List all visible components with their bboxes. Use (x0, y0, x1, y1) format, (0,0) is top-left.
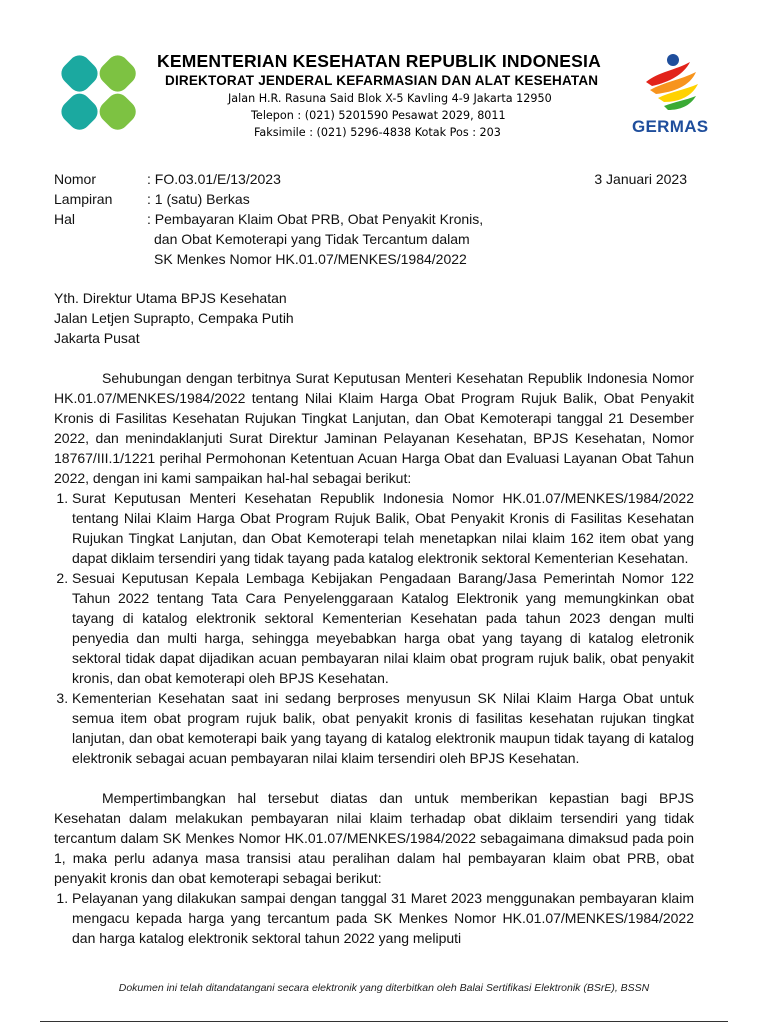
body-paragraph: Sehubungan dengan terbitnya Surat Keputusan Menteri Kesehatan Republik Indonesia Nomor HK.01.07/MENKES/1984/2022 tentang Nilai Klaim Harga Obat Program Rujuk Balik, Obat Penyakit Kronis di Fasilitas Kesehatan Rujukan Tingkat Lanjutan, dan Obat Kemoterapi tanggal 21 Desember 2022, dan menindaklanjuti Surat Direktur Jaminan Pelayanan Kesehatan, BPJS Kesehatan, Nomor 18767/III.1/1221 perihal Permohonan Ketentuan Acuan Harga Obat dan Evaluasi Layanan Obat Tahun 2022, dengan ini kami sampaikan hal-hal sebagai berikut: (54, 370, 694, 486)
body-paragraph: Mempertimbangkan hal tersebut diatas dan untuk memberikan kepastian bagi BPJS Kesehatan dalam melakukan pembayaran nilai klaim terhadap obat diklaim tersendiri yang tidak tercantum dalam SK Menkes Nomor HK.01.07/MENKES/1984/2022 sebagaimana dimaksud pada poin 1, maka perlu adanya masa transisi atau peralihan dalam hal pembayaran klaim obat PRB, obat penyakit kronis dan obat kemoterapi sebagai berikut: (54, 790, 694, 886)
nomor-value: : FO.03.01/E/13/2023 (147, 171, 281, 187)
germas-label: GERMAS (632, 117, 709, 136)
lampiran-value: : 1 (satu) Berkas (147, 191, 250, 207)
e-signature-note: Dokumen ini telah ditandatangani secara elektronik yang diterbitkan oleh Balai Sertifikasi Elektronik (BSrE), BSSN (118, 982, 650, 994)
office-telephone: Telepon : (021) 5201590 Pesawat 2029, 8011 (251, 109, 506, 122)
nomor-label: Nomor (54, 171, 97, 187)
list-item-text: 2. Sesuai Keputusan Kepala Lembaga Kebijakan Pengadaan Barang/Jasa Pemerintah Nomor 122 Tahun 2022 tentang Tata Cara Penyelenggaraan Katalog Elektronik yang memungkinkan obat tayang di katalog elektronik sektoral Kementerian Kesehatan pada tahun 2023 dengan multi penyedia dan multi harga, sehingga meyebabkan harga obat yang tayang di katalog eletronik sektoral tidak dapat dijadikan acuan pembayaran nilai klaim obat program rujuk balik, obat penyakit kronis, dan obat kemoterapi oleh BPJS Kesehatan. (72, 570, 694, 686)
letter-date: 3 Januari 2023 (594, 171, 687, 187)
recipient-line: Jakarta Pusat (54, 330, 140, 346)
letter-body (54, 368, 694, 948)
numbered-list (54, 888, 694, 948)
office-address: Jalan H.R. Rasuna Said Blok X-5 Kavling 4-9 Jakarta 12950 (228, 92, 552, 105)
hal-line-1: : Pembayaran Klaim Obat PRB, Obat Penyakit Kronis, (147, 211, 484, 227)
ministry-name: KEMENTERIAN KESEHATAN REPUBLIK INDONESIA (157, 51, 601, 71)
list-item (72, 688, 694, 768)
hal-line-2: dan Obat Kemoterapi yang Tidak Tercantum dalam (154, 231, 470, 247)
footer-divider (40, 1021, 728, 1022)
recipient-line: Yth. Direktur Utama BPJS Kesehatan (54, 290, 287, 306)
directorate-name: DIREKTORAT JENDERAL KEFARMASIAN DAN ALAT KESEHATAN (165, 73, 599, 88)
list-item-text: 3. Kementerian Kesehatan saat ini sedang berproses menyusun SK Nilai Klaim Harga Obat untuk semua item obat program rujuk balik, obat penyakit kronis di fasilitas kesehatan rujukan tingkat lanjutan, dan obat kemoterapi baik yang tayang di katalog elektronik maupun tidak tayang di katalog elektronik sebagai acuan pembayaran nilai klaim tersendiri oleh BPJS Kesehatan. (72, 690, 694, 766)
meta-hal-cont (54, 229, 714, 249)
office-fax: Faksimile : (021) 5296-4838 Kotak Pos : 203 (254, 126, 501, 139)
list-item (72, 888, 694, 948)
hal-line-3: SK Menkes Nomor HK.01.07/MENKES/1984/2022 (154, 251, 467, 267)
letterhead-text (157, 50, 637, 141)
meta-hal-cont (54, 249, 714, 269)
recipient-block (54, 288, 294, 348)
hal-label: Hal (54, 211, 76, 227)
list-item (72, 568, 694, 688)
numbered-list (54, 488, 694, 768)
recipient-line: Jalan Letjen Suprapto, Cempaka Putih (54, 310, 294, 326)
lampiran-label: Lampiran (54, 191, 113, 207)
kemenkes-logo-icon (52, 48, 148, 140)
list-item-text: 1. Pelayanan yang dilakukan sampai dengan tanggal 31 Maret 2023 menggunakan pembayaran klaim mengacu kepada harga yang tercantum pada SK Menkes Nomor HK.01.07/MENKES/1984/2022 dan harga katalog elektronik sektoral tahun 2022 yang meliputi (72, 890, 694, 946)
meta-lampiran (54, 189, 714, 209)
list-item (72, 488, 694, 568)
meta-hal (54, 209, 714, 229)
list-item-text: 1. Surat Keputusan Menteri Kesehatan Republik Indonesia Nomor HK.01.07/MENKES/1984/2022 tentang Nilai Klaim Harga Obat Program Rujuk Balik, Obat Penyakit Kronis di Fasilitas Kesehatan Rujukan Tingkat Lanjutan, dan Obat Kemoterapi telah menetapkan nilai klaim 162 item obat yang dapat diklaim tersendiri yang tidak tayang pada katalog elektronik sektoral Kementerian Kesehatan. (72, 490, 694, 566)
letterhead (0, 0, 768, 150)
